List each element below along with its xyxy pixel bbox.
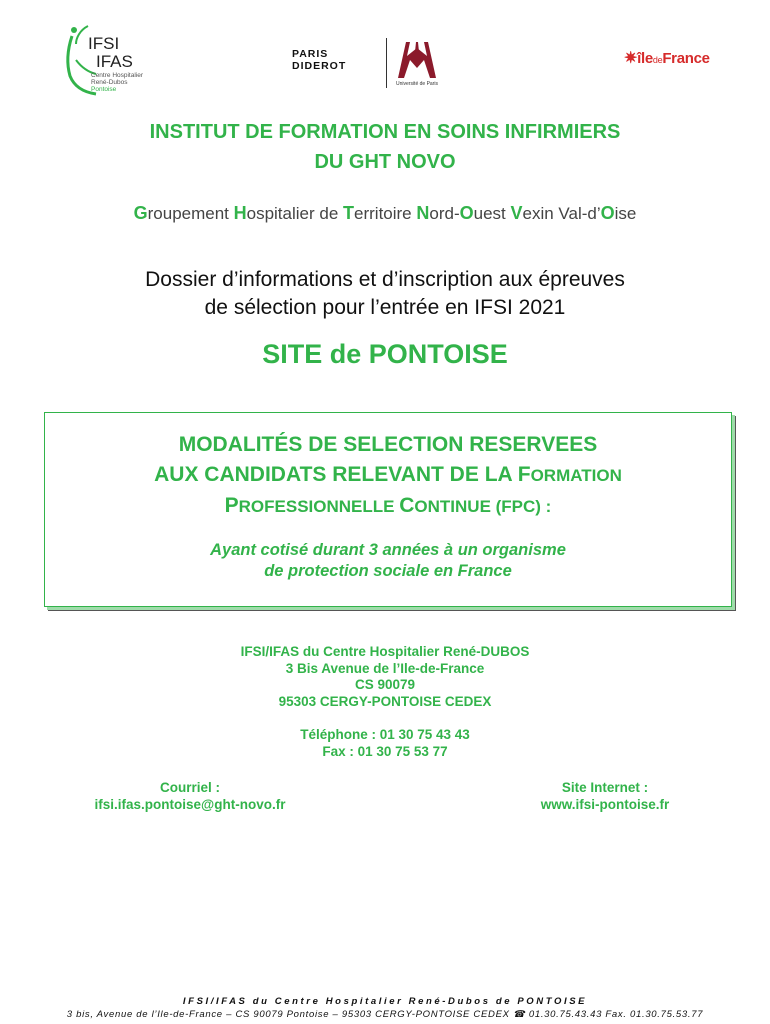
subtitle-word: Oise — [600, 203, 637, 223]
star-icon: ✷ — [624, 50, 638, 67]
site-title: SITE de PONTOISE — [262, 339, 508, 369]
ifsi-ifas-logo — [62, 24, 172, 98]
logo-ifsi-subtitle: Centre Hospitalier René-Dubos Pontoise — [91, 72, 144, 93]
website-contact — [480, 779, 730, 813]
address-line: CS 90079 — [354, 677, 416, 693]
dossier-title: Dossier d’informations et d’inscription aux épreuves de sélection pour l’entrée en IFSI 2021 — [145, 268, 625, 319]
ile-de-france-logo: ✷îledeFrance — [624, 50, 710, 67]
subtitle-word: Vexin Val-d’ — [510, 203, 601, 223]
logo-ifsi-text: IFSI — [88, 34, 120, 53]
eiffel-tower-icon — [394, 38, 440, 80]
subtitle-word: Territoire — [343, 203, 417, 223]
footer-institution: IFSI/IFAS du Centre Hospitalier René-Dubos de PONTOISE — [182, 996, 588, 1007]
website-label: Site Internet : — [561, 780, 649, 795]
subtitle-word: Hospitalier de — [233, 203, 344, 223]
ght-subtitle — [0, 203, 770, 224]
universite-caption: Université de Paris — [396, 81, 438, 87]
phone-number: Téléphone : 01 30 75 43 43 — [300, 727, 470, 743]
box-title: MODALITÉS DE SELECTION RESERVEES AUX CANDIDATS RELEVANT DE LA FORMATION PROFESSIONNELLE CONTINUE (FPC) : — [154, 433, 622, 517]
paris-text: PARIS — [292, 48, 329, 60]
address-line: IFSI/IFAS du Centre Hospitalier René-DUBOS — [240, 644, 530, 659]
paris-diderot-logo — [292, 48, 382, 88]
email-contact — [70, 779, 310, 813]
fax-number: Fax : 01 30 75 53 77 — [322, 743, 448, 759]
institute-title: INSTITUT DE FORMATION EN SOINS INFIRMIERS DU GHT NOVO — [149, 121, 621, 173]
footer-address: 3 bis, Avenue de l’Ile-de-France – CS 90079 Pontoise – 95303 CERGY-PONTOISE CEDEX ☎ 01.30.75.43.43 Fax. 01.30.75.53.77 — [66, 1009, 704, 1020]
website-link[interactable]: www.ifsi-pontoise.fr — [540, 797, 670, 812]
universite-de-paris-logo — [394, 38, 444, 90]
subtitle-word: Groupement — [133, 203, 234, 223]
email-link[interactable]: ifsi.ifas.pontoise@ght-novo.fr — [94, 797, 286, 812]
selection-modalities-box — [44, 412, 732, 607]
diderot-text: DIDEROT — [292, 60, 347, 72]
subtitle-word: Nord- — [416, 203, 460, 223]
address-block — [0, 644, 770, 761]
address-line: 95303 CERGY-PONTOISE CEDEX — [278, 693, 492, 709]
logo-divider — [386, 38, 387, 88]
logo-ifas-text: IFAS — [96, 52, 133, 71]
box-note: Ayant cotisé durant 3 années à un organisme de protection sociale en France — [210, 541, 566, 580]
subtitle-word: Ouest — [459, 203, 511, 223]
email-label: Courriel : — [159, 780, 220, 795]
address-line: 3 Bis Avenue de l’Ile-de-France — [285, 660, 485, 676]
